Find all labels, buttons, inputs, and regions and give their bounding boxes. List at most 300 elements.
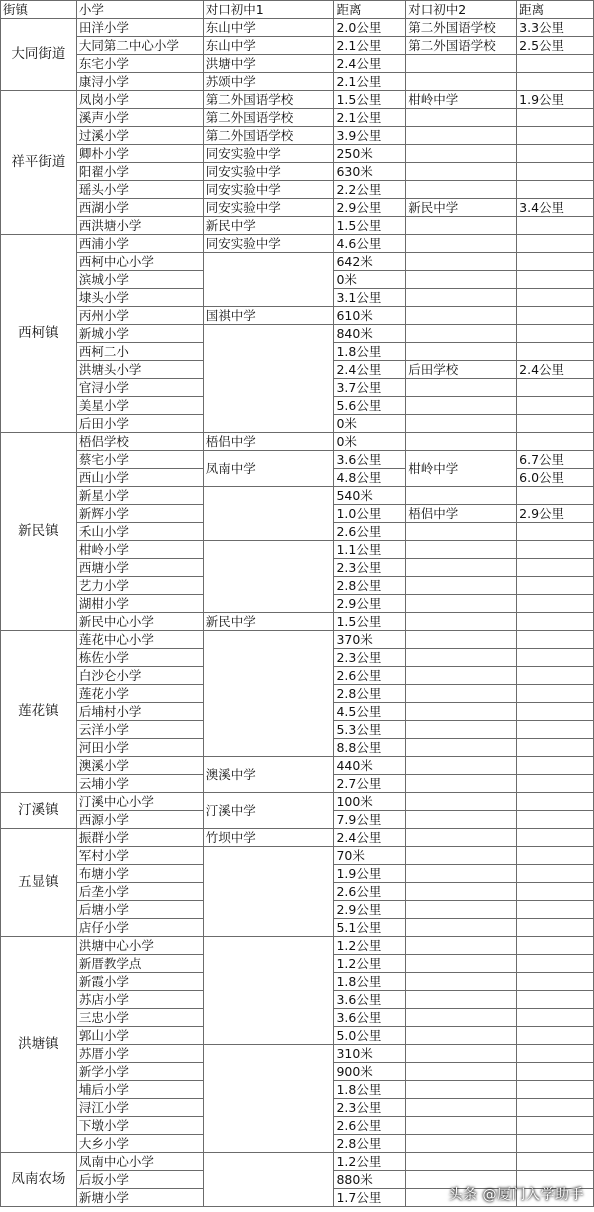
middle-school-2-cell [406, 217, 517, 235]
primary-school-cell: 新辉小学 [76, 505, 203, 523]
middle-school-1-cell: 同安实验中学 [203, 235, 334, 253]
distance-1-cell: 0米 [334, 415, 406, 433]
middle-school-2-cell [406, 649, 517, 667]
middle-school-2-cell [406, 343, 517, 361]
distance-1-cell: 2.1公里 [334, 109, 406, 127]
distance-2-cell [517, 631, 594, 649]
distance-2-cell: 6.0公里 [517, 469, 594, 487]
middle-school-2-cell [406, 433, 517, 451]
distance-2-cell [517, 325, 594, 343]
middle-school-2-cell [406, 775, 517, 793]
distance-2-cell [517, 595, 594, 613]
middle-school-2-cell [406, 271, 517, 289]
distance-2-cell: 1.9公里 [517, 91, 594, 109]
town-cell: 洪塘镇 [1, 937, 77, 1153]
distance-2-cell [517, 685, 594, 703]
middle-school-2-cell [406, 127, 517, 145]
distance-1-cell: 5.3公里 [334, 721, 406, 739]
middle-school-2-cell [406, 847, 517, 865]
primary-school-cell: 新塘小学 [76, 1189, 203, 1207]
distance-1-cell: 900米 [334, 1063, 406, 1081]
middle-school-2-cell: 新民中学 [406, 199, 517, 217]
table-row [1, 199, 594, 217]
middle-school-2-cell [406, 721, 517, 739]
middle-school-1-cell [203, 631, 334, 757]
distance-1-cell: 1.2公里 [334, 937, 406, 955]
distance-2-cell [517, 667, 594, 685]
primary-school-cell: 西柯中心小学 [76, 253, 203, 271]
distance-1-cell: 2.8公里 [334, 685, 406, 703]
distance-1-cell: 3.9公里 [334, 127, 406, 145]
middle-school-1-cell: 第二外国语学校 [203, 127, 334, 145]
primary-school-cell: 西源小学 [76, 811, 203, 829]
distance-2-cell [517, 343, 594, 361]
town-cell: 莲花镇 [1, 631, 77, 793]
distance-1-cell: 2.3公里 [334, 649, 406, 667]
middle-school-2-cell [406, 1045, 517, 1063]
distance-2-cell: 3.4公里 [517, 199, 594, 217]
primary-school-cell: 阳翟小学 [76, 163, 203, 181]
middle-school-2-cell [406, 235, 517, 253]
primary-school-cell: 店仔小学 [76, 919, 203, 937]
table-row [1, 1045, 594, 1063]
distance-2-cell: 3.3公里 [517, 19, 594, 37]
table-row [1, 829, 594, 847]
distance-1-cell: 2.7公里 [334, 775, 406, 793]
table-row [1, 253, 594, 271]
distance-1-cell: 2.6公里 [334, 1117, 406, 1135]
primary-school-cell: 官浔小学 [76, 379, 203, 397]
distance-2-cell [517, 289, 594, 307]
middle-school-2-cell [406, 793, 517, 811]
middle-school-2-cell: 柑岭中学 [406, 451, 517, 487]
middle-school-2-cell [406, 955, 517, 973]
distance-2-cell [517, 811, 594, 829]
primary-school-cell: 新民中心小学 [76, 613, 203, 631]
primary-school-cell: 郭山小学 [76, 1027, 203, 1045]
distance-1-cell: 2.2公里 [334, 181, 406, 199]
table-row [1, 235, 594, 253]
header-row [1, 1, 594, 19]
watermark: 头条 @厦门入学助手 [448, 1187, 584, 1203]
middle-school-2-cell [406, 73, 517, 91]
distance-1-cell: 0米 [334, 433, 406, 451]
distance-1-cell: 1.0公里 [334, 505, 406, 523]
distance-1-cell: 1.7公里 [334, 1189, 406, 1207]
primary-school-cell: 过溪小学 [76, 127, 203, 145]
distance-1-cell: 1.2公里 [334, 955, 406, 973]
table-row [1, 757, 594, 775]
distance-1-cell: 2.8公里 [334, 577, 406, 595]
middle-school-2-cell: 第二外国语学校 [406, 19, 517, 37]
distance-1-cell: 4.6公里 [334, 235, 406, 253]
primary-school-cell: 后塘小学 [76, 901, 203, 919]
distance-1-cell: 2.0公里 [334, 19, 406, 37]
middle-school-2-cell [406, 1099, 517, 1117]
primary-school-cell: 西塘小学 [76, 559, 203, 577]
middle-school-1-cell: 东山中学 [203, 37, 334, 55]
middle-school-2-cell [406, 523, 517, 541]
primary-school-cell: 康浔小学 [76, 73, 203, 91]
middle-school-1-cell [203, 847, 334, 937]
distance-1-cell: 2.4公里 [334, 361, 406, 379]
header-primary-school: 小学 [76, 1, 203, 19]
table-row [1, 181, 594, 199]
distance-2-cell [517, 433, 594, 451]
middle-school-2-cell [406, 937, 517, 955]
middle-school-2-cell [406, 631, 517, 649]
distance-1-cell: 2.4公里 [334, 829, 406, 847]
primary-school-cell: 后埔村小学 [76, 703, 203, 721]
distance-2-cell [517, 109, 594, 127]
town-cell: 大同街道 [1, 19, 77, 91]
table-row [1, 433, 594, 451]
table-row [1, 613, 594, 631]
distance-2-cell [517, 577, 594, 595]
primary-school-cell: 澳溪小学 [76, 757, 203, 775]
town-cell: 五显镇 [1, 829, 77, 937]
primary-school-cell: 后坂小学 [76, 1171, 203, 1189]
distance-2-cell [517, 253, 594, 271]
middle-school-1-cell [203, 487, 334, 541]
primary-school-cell: 苏厝小学 [76, 1045, 203, 1063]
middle-school-2-cell: 第二外国语学校 [406, 37, 517, 55]
primary-school-cell: 艺力小学 [76, 577, 203, 595]
primary-school-cell: 田洋小学 [76, 19, 203, 37]
distance-1-cell: 2.6公里 [334, 883, 406, 901]
middle-school-2-cell [406, 919, 517, 937]
middle-school-1-cell [203, 1045, 334, 1153]
distance-1-cell: 1.8公里 [334, 343, 406, 361]
middle-school-1-cell: 凤南中学 [203, 451, 334, 487]
town-cell: 西柯镇 [1, 235, 77, 433]
middle-school-2-cell [406, 667, 517, 685]
primary-school-cell: 河田小学 [76, 739, 203, 757]
distance-2-cell: 2.4公里 [517, 361, 594, 379]
primary-school-cell: 洪塘中心小学 [76, 937, 203, 955]
primary-school-cell: 云洋小学 [76, 721, 203, 739]
town-cell: 祥平街道 [1, 91, 77, 235]
primary-school-cell: 滨城小学 [76, 271, 203, 289]
distance-2-cell [517, 127, 594, 145]
primary-school-cell: 栋佐小学 [76, 649, 203, 667]
middle-school-2-cell [406, 253, 517, 271]
distance-2-cell [517, 1027, 594, 1045]
distance-1-cell: 8.8公里 [334, 739, 406, 757]
distance-1-cell: 100米 [334, 793, 406, 811]
distance-2-cell [517, 55, 594, 73]
primary-school-cell: 瑶头小学 [76, 181, 203, 199]
distance-1-cell: 3.6公里 [334, 1009, 406, 1027]
header-town: 街镇 [1, 1, 77, 19]
middle-school-2-cell [406, 487, 517, 505]
table-row [1, 1153, 594, 1171]
distance-1-cell: 3.6公里 [334, 991, 406, 1009]
distance-1-cell: 1.5公里 [334, 613, 406, 631]
middle-school-1-cell: 同安实验中学 [203, 181, 334, 199]
middle-school-2-cell [406, 811, 517, 829]
table-row [1, 325, 594, 343]
middle-school-2-cell: 柑岭中学 [406, 91, 517, 109]
middle-school-2-cell [406, 109, 517, 127]
table-row [1, 937, 594, 955]
distance-1-cell: 2.6公里 [334, 523, 406, 541]
middle-school-1-cell: 新民中学 [203, 217, 334, 235]
distance-2-cell [517, 739, 594, 757]
primary-school-cell: 洪塘头小学 [76, 361, 203, 379]
distance-1-cell: 440米 [334, 757, 406, 775]
primary-school-cell: 湖柑小学 [76, 595, 203, 613]
distance-2-cell [517, 1153, 594, 1171]
middle-school-2-cell [406, 55, 517, 73]
distance-2-cell [517, 397, 594, 415]
middle-school-2-cell [406, 991, 517, 1009]
distance-2-cell [517, 973, 594, 991]
distance-2-cell [517, 649, 594, 667]
distance-1-cell: 1.9公里 [334, 865, 406, 883]
distance-1-cell: 2.9公里 [334, 901, 406, 919]
middle-school-1-cell [203, 937, 334, 1045]
middle-school-1-cell: 苏颂中学 [203, 73, 334, 91]
header-middle-school-1: 对口初中1 [203, 1, 334, 19]
table-row [1, 451, 594, 469]
distance-2-cell [517, 145, 594, 163]
middle-school-2-cell [406, 379, 517, 397]
middle-school-1-cell: 同安实验中学 [203, 199, 334, 217]
distance-2-cell [517, 937, 594, 955]
distance-1-cell: 5.6公里 [334, 397, 406, 415]
distance-2-cell [517, 541, 594, 559]
middle-school-2-cell [406, 415, 517, 433]
distance-1-cell: 4.8公里 [334, 469, 406, 487]
distance-2-cell [517, 235, 594, 253]
distance-2-cell [517, 1135, 594, 1153]
distance-1-cell: 880米 [334, 1171, 406, 1189]
distance-2-cell [517, 307, 594, 325]
table-row [1, 37, 594, 55]
distance-1-cell: 2.6公里 [334, 667, 406, 685]
primary-school-cell: 新厝教学点 [76, 955, 203, 973]
distance-1-cell: 70米 [334, 847, 406, 865]
middle-school-1-cell [203, 1153, 334, 1207]
middle-school-2-cell: 后田学校 [406, 361, 517, 379]
middle-school-1-cell: 国祺中学 [203, 307, 334, 325]
table-row [1, 145, 594, 163]
header-distance-2: 距离 [517, 1, 594, 19]
middle-school-2-cell [406, 703, 517, 721]
town-cell: 凤南农场 [1, 1153, 77, 1207]
distance-1-cell: 2.1公里 [334, 37, 406, 55]
middle-school-2-cell [406, 163, 517, 181]
middle-school-1-cell: 洪塘中学 [203, 55, 334, 73]
table-row [1, 847, 594, 865]
middle-school-1-cell: 竹坝中学 [203, 829, 334, 847]
distance-2-cell [517, 523, 594, 541]
distance-2-cell: 2.9公里 [517, 505, 594, 523]
middle-school-1-cell [203, 325, 334, 433]
middle-school-1-cell: 同安实验中学 [203, 163, 334, 181]
table-row [1, 163, 594, 181]
distance-2-cell [517, 73, 594, 91]
middle-school-2-cell [406, 1009, 517, 1027]
middle-school-1-cell: 梧侣中学 [203, 433, 334, 451]
table-row [1, 91, 594, 109]
middle-school-2-cell [406, 685, 517, 703]
table-row [1, 217, 594, 235]
distance-2-cell [517, 991, 594, 1009]
primary-school-cell: 大同第二中心小学 [76, 37, 203, 55]
middle-school-2-cell [406, 1027, 517, 1045]
distance-2-cell [517, 379, 594, 397]
middle-school-1-cell [203, 253, 334, 307]
header-middle-school-2: 对口初中2 [406, 1, 517, 19]
distance-1-cell: 630米 [334, 163, 406, 181]
primary-school-cell: 卿朴小学 [76, 145, 203, 163]
primary-school-cell: 新城小学 [76, 325, 203, 343]
table-row [1, 307, 594, 325]
distance-1-cell: 0米 [334, 271, 406, 289]
distance-1-cell: 1.1公里 [334, 541, 406, 559]
distance-1-cell: 1.8公里 [334, 973, 406, 991]
town-cell: 汀溪镇 [1, 793, 77, 829]
primary-school-cell: 梧侣学校 [76, 433, 203, 451]
distance-2-cell [517, 901, 594, 919]
table-row [1, 631, 594, 649]
distance-1-cell: 1.8公里 [334, 1081, 406, 1099]
primary-school-cell: 三忠小学 [76, 1009, 203, 1027]
middle-school-2-cell [406, 1135, 517, 1153]
primary-school-cell: 丙州小学 [76, 307, 203, 325]
primary-school-cell: 埔后小学 [76, 1081, 203, 1099]
middle-school-2-cell [406, 1063, 517, 1081]
middle-school-2-cell: 梧侣中学 [406, 505, 517, 523]
middle-school-2-cell [406, 613, 517, 631]
primary-school-cell: 凤南中心小学 [76, 1153, 203, 1171]
middle-school-2-cell [406, 325, 517, 343]
primary-school-cell: 新学小学 [76, 1063, 203, 1081]
table-row [1, 487, 594, 505]
distance-2-cell [517, 1063, 594, 1081]
distance-2-cell [517, 793, 594, 811]
middle-school-1-cell: 第二外国语学校 [203, 91, 334, 109]
distance-2-cell [517, 829, 594, 847]
table-row [1, 541, 594, 559]
primary-school-cell: 柑岭小学 [76, 541, 203, 559]
primary-school-cell: 苏店小学 [76, 991, 203, 1009]
middle-school-1-cell: 东山中学 [203, 19, 334, 37]
primary-school-cell: 汀溪中心小学 [76, 793, 203, 811]
middle-school-2-cell [406, 145, 517, 163]
distance-2-cell [517, 613, 594, 631]
primary-school-cell: 西洪塘小学 [76, 217, 203, 235]
distance-2-cell: 2.5公里 [517, 37, 594, 55]
middle-school-2-cell [406, 739, 517, 757]
distance-1-cell: 540米 [334, 487, 406, 505]
primary-school-cell: 莲花小学 [76, 685, 203, 703]
middle-school-2-cell [406, 595, 517, 613]
primary-school-cell: 禾山小学 [76, 523, 203, 541]
primary-school-cell: 蔡宅小学 [76, 451, 203, 469]
distance-2-cell [517, 775, 594, 793]
primary-school-cell: 西浦小学 [76, 235, 203, 253]
distance-2-cell [517, 1081, 594, 1099]
distance-2-cell [517, 271, 594, 289]
primary-school-cell: 凤岗小学 [76, 91, 203, 109]
distance-1-cell: 1.5公里 [334, 91, 406, 109]
primary-school-cell: 下墩小学 [76, 1117, 203, 1135]
primary-school-cell: 布塘小学 [76, 865, 203, 883]
middle-school-2-cell [406, 973, 517, 991]
middle-school-2-cell [406, 1153, 517, 1171]
distance-1-cell: 3.1公里 [334, 289, 406, 307]
primary-school-cell: 浔江小学 [76, 1099, 203, 1117]
primary-school-cell: 新霞小学 [76, 973, 203, 991]
middle-school-2-cell [406, 757, 517, 775]
middle-school-1-cell: 汀溪中学 [203, 793, 334, 829]
middle-school-2-cell [406, 397, 517, 415]
distance-1-cell: 610米 [334, 307, 406, 325]
distance-2-cell [517, 721, 594, 739]
distance-2-cell [517, 865, 594, 883]
table-row [1, 793, 594, 811]
middle-school-2-cell [406, 829, 517, 847]
distance-1-cell: 2.1公里 [334, 73, 406, 91]
distance-2-cell [517, 955, 594, 973]
distance-1-cell: 310米 [334, 1045, 406, 1063]
distance-2-cell [517, 847, 594, 865]
table-row [1, 55, 594, 73]
middle-school-1-cell: 新民中学 [203, 613, 334, 631]
distance-2-cell [517, 1117, 594, 1135]
distance-2-cell [517, 559, 594, 577]
distance-2-cell [517, 703, 594, 721]
middle-school-2-cell [406, 1117, 517, 1135]
primary-school-cell: 埭头小学 [76, 289, 203, 307]
distance-2-cell [517, 1099, 594, 1117]
distance-2-cell: 6.7公里 [517, 451, 594, 469]
primary-school-cell: 莲花中心小学 [76, 631, 203, 649]
distance-2-cell [517, 883, 594, 901]
distance-2-cell [517, 181, 594, 199]
distance-1-cell: 1.5公里 [334, 217, 406, 235]
distance-2-cell [517, 1045, 594, 1063]
distance-2-cell [517, 1009, 594, 1027]
distance-1-cell: 3.7公里 [334, 379, 406, 397]
distance-2-cell [517, 919, 594, 937]
distance-1-cell: 250米 [334, 145, 406, 163]
distance-1-cell: 5.1公里 [334, 919, 406, 937]
primary-school-cell: 振群小学 [76, 829, 203, 847]
distance-1-cell: 370米 [334, 631, 406, 649]
distance-1-cell: 4.5公里 [334, 703, 406, 721]
distance-1-cell: 5.0公里 [334, 1027, 406, 1045]
distance-2-cell [517, 487, 594, 505]
primary-school-cell: 西湖小学 [76, 199, 203, 217]
middle-school-2-cell [406, 883, 517, 901]
table-row [1, 19, 594, 37]
primary-school-cell: 后田小学 [76, 415, 203, 433]
middle-school-2-cell [406, 181, 517, 199]
distance-1-cell: 2.8公里 [334, 1135, 406, 1153]
distance-1-cell: 840米 [334, 325, 406, 343]
distance-2-cell [517, 163, 594, 181]
header-distance-1: 距离 [334, 1, 406, 19]
middle-school-1-cell [203, 541, 334, 613]
table-row [1, 127, 594, 145]
middle-school-2-cell [406, 1081, 517, 1099]
middle-school-2-cell [406, 577, 517, 595]
middle-school-2-cell [406, 307, 517, 325]
